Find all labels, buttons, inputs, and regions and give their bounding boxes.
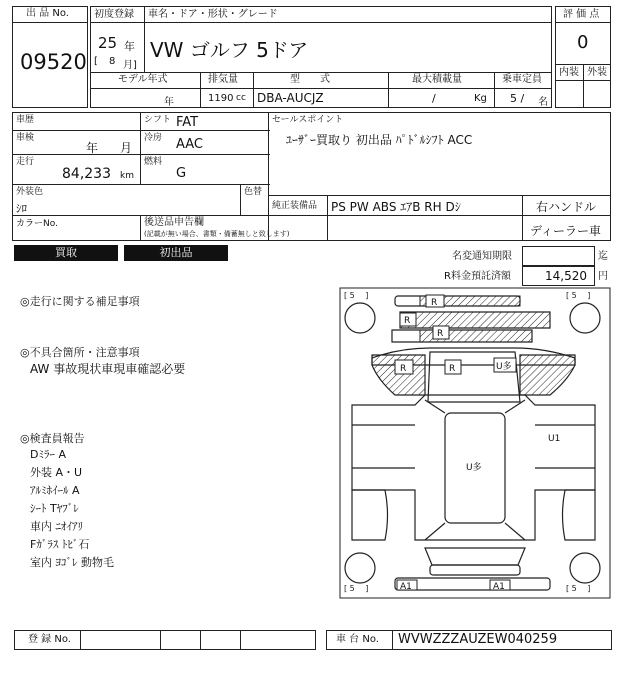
aftermarket-label: 後送品申告欄 [144,217,204,228]
lot-number: 09520 [20,50,87,74]
wheel-front-left [345,303,375,333]
sales-point: ﾕｰｻﾞｰ買取り 初出品 ﾊﾟﾄﾞﾙｼﾌﾄ ACC [286,133,473,147]
equipment-value: PS PW ABS ｴｱB RH Dｼ [331,200,461,214]
rear-bumper [395,578,550,590]
corner-tag-rear-right: [ 5 ] [566,584,591,593]
defect-remarks-title: ◎不具合箇所・注意事項 [20,346,140,359]
capacity-label: 乗車定員 [502,74,542,85]
type-label: 型 式 [290,74,330,85]
registration-number-label: 登 録 No. [28,634,71,645]
mark-u-many: U多 [496,362,512,372]
right-front-fender [520,355,575,395]
capacity-unit: 名 [538,97,548,108]
mark-u1: U1 [548,434,561,444]
mark-r: R [437,329,444,339]
color-change-label: 色替 [244,187,263,197]
aftermarket-note: (記載が無い場合、書類・備蓄無しと致します) [144,230,290,238]
rear-glass [425,548,525,565]
displacement-label: 排気量 [208,74,238,85]
inspector-line: Fｶﾞﾗｽ ﾄﾋﾞ石 [30,538,90,551]
registration-month-unit: 月] [123,60,137,71]
model-name-label: 車名・ドア・形状・グレード [148,9,278,20]
mark-r: R [431,298,438,308]
displacement-unit: cc [236,93,246,103]
inspection-year-unit: 年 [86,141,99,155]
wheel-rear-right [570,553,600,583]
chassis-number-label: 車 台 No. [336,634,379,645]
steering-value: 右ハンドル [536,200,597,214]
max-load-unit: Kg [474,93,487,104]
recycle-label: R料金預託済額 [444,271,511,282]
ext-color-value: ｼﾛ [16,202,27,215]
registration-year-unit: 年 [124,40,135,53]
driving-remarks-title: ◎走行に関する補足事項 [20,295,140,308]
inspector-line: 外装 A・U [30,466,83,479]
inspection-label: 車検 [16,133,35,143]
wheel-front-right [570,303,600,333]
max-load-slash: / [432,92,436,105]
inspector-line: 室内 ﾖｺﾞﾚ 動物毛 [30,556,114,569]
ac-value: AAC [176,137,203,152]
mark-a1: A1 [400,582,412,592]
inspector-line: ｼｰﾄ Tﾔﾌﾞﾚ [30,502,79,515]
mark-roof: U多 [466,463,482,473]
equipment-label: 純正装備品 [272,201,318,211]
max-load-label: 最大積載量 [412,74,462,85]
lot-label: 出 品 No. [26,8,69,19]
mark-r: R [449,364,456,374]
interior-label: 内装 [559,67,579,78]
registration-month-bracket: [ [94,56,98,67]
chassis-number: WVWZZZAUZEW040259 [398,632,558,647]
fuel-value: G [176,166,187,181]
left-doors [352,490,388,540]
dealer-value: ディーラー車 [530,224,602,238]
mileage-unit: km [120,171,134,181]
recycle-unit: 円 [598,271,608,282]
registration-year: 25 [98,34,118,52]
inspector-line: 車内 ﾆｵｲｱﾘ [30,520,83,533]
history-label: 車歴 [16,115,35,125]
corner-tag-rear-left: [ 5 ] [344,584,369,593]
sales-point-label: セールスポイント [272,115,344,125]
mark-a1: A1 [493,582,505,592]
corner-tag-front-right: [ 5 ] [566,291,591,300]
right-doors [563,490,596,540]
inspection-month-unit: 月 [120,141,133,155]
registration-month: 8 [109,56,116,67]
front-bumper-damage [400,312,550,328]
recycle-fee: 14,520 [545,269,587,283]
first-registration-label: 初度登録 [94,9,134,20]
mileage-label: 走行 [16,157,35,167]
ac-label: 冷房 [144,133,163,143]
color-no-label: カラーNo. [16,219,58,229]
first-listing-tag: 初出品 [124,245,228,261]
score-value: 0 [577,32,589,53]
score-label: 評 価 点 [563,9,600,20]
model-year-label: モデル年式 [118,74,168,85]
inspector-line: Dﾐﾗｰ A [30,448,66,461]
model-year-unit: 年 [164,97,174,108]
shift-label: シフト [144,115,172,125]
name-change-label: 名変通知期限 [452,251,512,262]
name-change-unit: 迄 [598,251,608,262]
corner-tag-front-left: [ 5 ] [344,291,369,300]
mileage-value: 84,233 [62,166,111,182]
inspector-title: ◎検査員報告 [20,432,85,445]
mark-r: R [404,316,411,326]
buyback-tag: 買取 [14,245,118,261]
exterior-label: 外装 [587,67,607,78]
capacity-value: 5 / [510,92,525,105]
defect-remarks-text: AW 事故現状車現車確認必要 [30,362,186,376]
rear-panel [430,565,520,575]
model-code: DBA-AUCJZ [257,91,324,105]
wheel-rear-left [345,553,375,583]
fuel-label: 燃料 [144,157,163,167]
displacement-value: 1190 [208,93,234,104]
car-name: VW ゴルフ 5ドア [150,38,309,62]
inspector-line: ｱﾙﾐﾎｲｰﾙ A [30,484,80,497]
shift-value: FAT [176,115,199,130]
ext-color-label: 外装色 [16,187,44,197]
mark-r: R [400,364,407,374]
